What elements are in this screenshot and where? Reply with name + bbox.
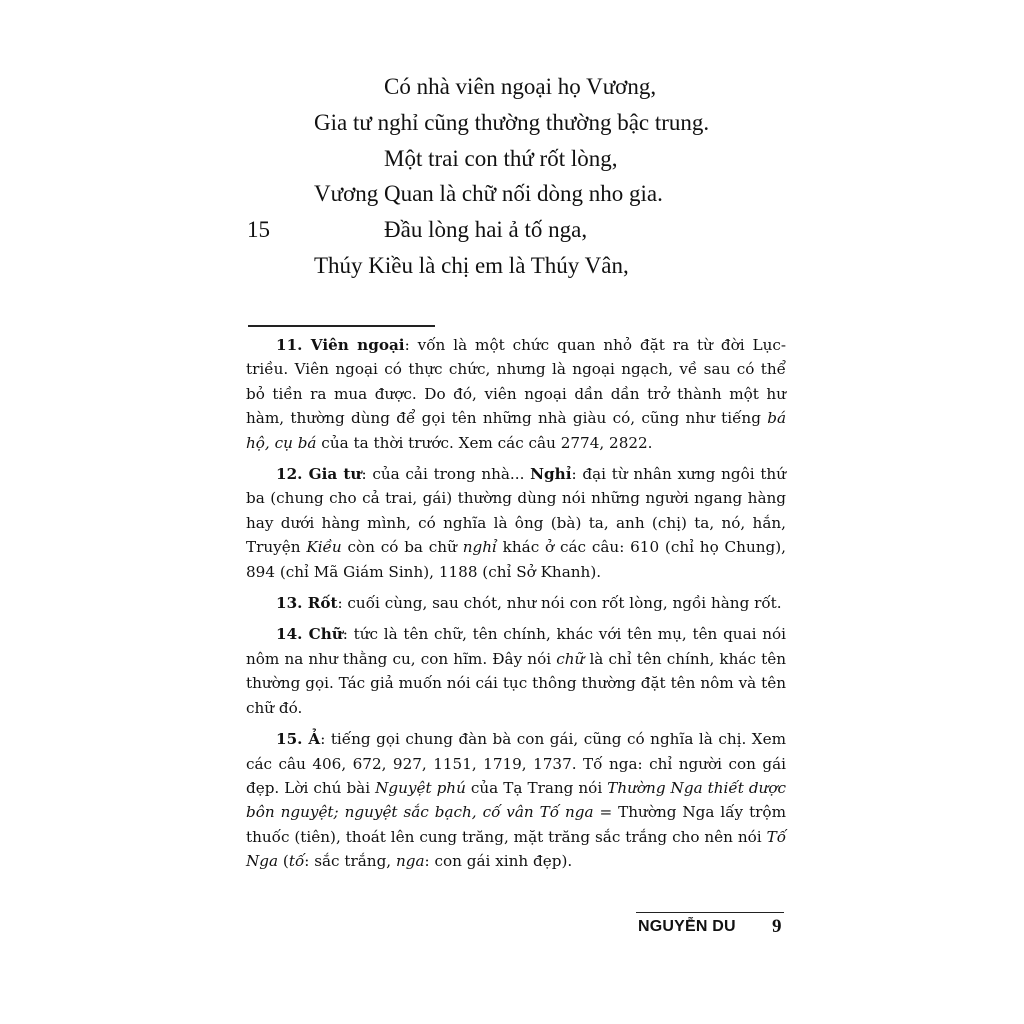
footnote-term: 11. Viên ngoại — [276, 336, 405, 354]
verse-line-5 — [0, 213, 1024, 247]
footnote-term: Nghỉ — [530, 465, 572, 484]
footnote-term: 14. Chữ — [276, 625, 343, 644]
verse-line-number: 15 — [247, 217, 270, 242]
footnote-12: 12. Gia tư: của cải trong nhà... Nghỉ: đại từ nhân xưng ngôi thứ ba (chung cho cả trai, gái) thường dùng nói những người ngang hàng hay dưới hàng mình, có nghĩa là ông (bà) ta, anh (chị) ta, nó, hắn, Truyện Kiều còn có ba chữ nghỉ khác ở các câu: 610 (chỉ họ Chung), 894 (chỉ Mã Giám Sinh), 1188 (chỉ Sở Khanh). — [246, 465, 786, 581]
verse-text: Đầu lòng hai ả tố nga, — [384, 217, 588, 242]
verse-line-6 — [0, 249, 1024, 283]
footnote-15: 15. Ả: tiếng gọi chung đàn bà con gái, cũng có nghĩa là chị. Xem các câu 406, 672, 927, 1151, 1719, 1737. Tố nga: chỉ người con gái đẹp. Lời chú bài Nguyệt phú của Tạ Trang nói Thường Nga thiết dược bôn nguyệt; nguyệt sắc bạch, cố vân Tố nga = Thường Nga lấy trộm thuốc (tiên), thoát lên cung trăng, mặt trăng sắc trắng cho nên nói Tố Nga (tố: sắc trắng, nga: con gái xinh đẹp). — [246, 730, 786, 871]
verse-line-2 — [0, 106, 1024, 140]
footnotes — [246, 333, 786, 881]
verse-text: Thúy Kiều là chị em là Thúy Vân, — [314, 253, 629, 278]
footnote-term: 12. Gia tư — [276, 465, 362, 484]
verse-text: Gia tư nghỉ cũng thường thường bậc trung. — [314, 110, 710, 135]
verse-text: Vương Quan là chữ nối dòng nho gia. — [314, 181, 663, 206]
footnote-term: 13. Rốt — [276, 594, 338, 613]
page-number: 9 — [772, 916, 782, 937]
footnote-14: 14. Chữ: tức là tên chữ, tên chính, khác với tên mụ, tên quai nói nôm na như thằng cu, con hĩm. Đây nói chữ là chỉ tên chính, khác tên thường gọi. Tác giả muốn nói cái tục thông thường đặt tên nôm và tên chữ đó. — [246, 625, 786, 717]
footer-separator — [636, 912, 784, 913]
verse-line-3 — [0, 142, 1024, 176]
verse-line-1 — [0, 70, 1024, 104]
verse-line-4 — [0, 177, 1024, 211]
footnote-11: 11. Viên ngoại: vốn là một chức quan nhỏ đặt ra từ đời Lục-triều. Viên ngoại có thực chức, nhưng là ngoại ngạch, về sau có thể bỏ tiền ra mua được. Do đó, viên ngoại dần dần trở thành một hư hàm, thường dùng để gọi tên những nhà giàu có, cũng như tiếng bá hộ, cụ bá của ta thời trước. Xem các câu 2774, 2822. — [246, 336, 787, 452]
footnote-term: 15. Ả — [276, 730, 321, 749]
verse-text: Có nhà viên ngoại họ Vương, — [384, 74, 657, 99]
running-head: NGUYỄN DU — [638, 918, 736, 935]
footnote-13: 13. Rốt: cuối cùng, sau chót, như nói con rốt lòng, ngồi hàng rốt. — [276, 594, 782, 613]
footnote-separator — [248, 325, 435, 327]
verse-text: Một trai con thứ rốt lòng, — [384, 146, 618, 171]
